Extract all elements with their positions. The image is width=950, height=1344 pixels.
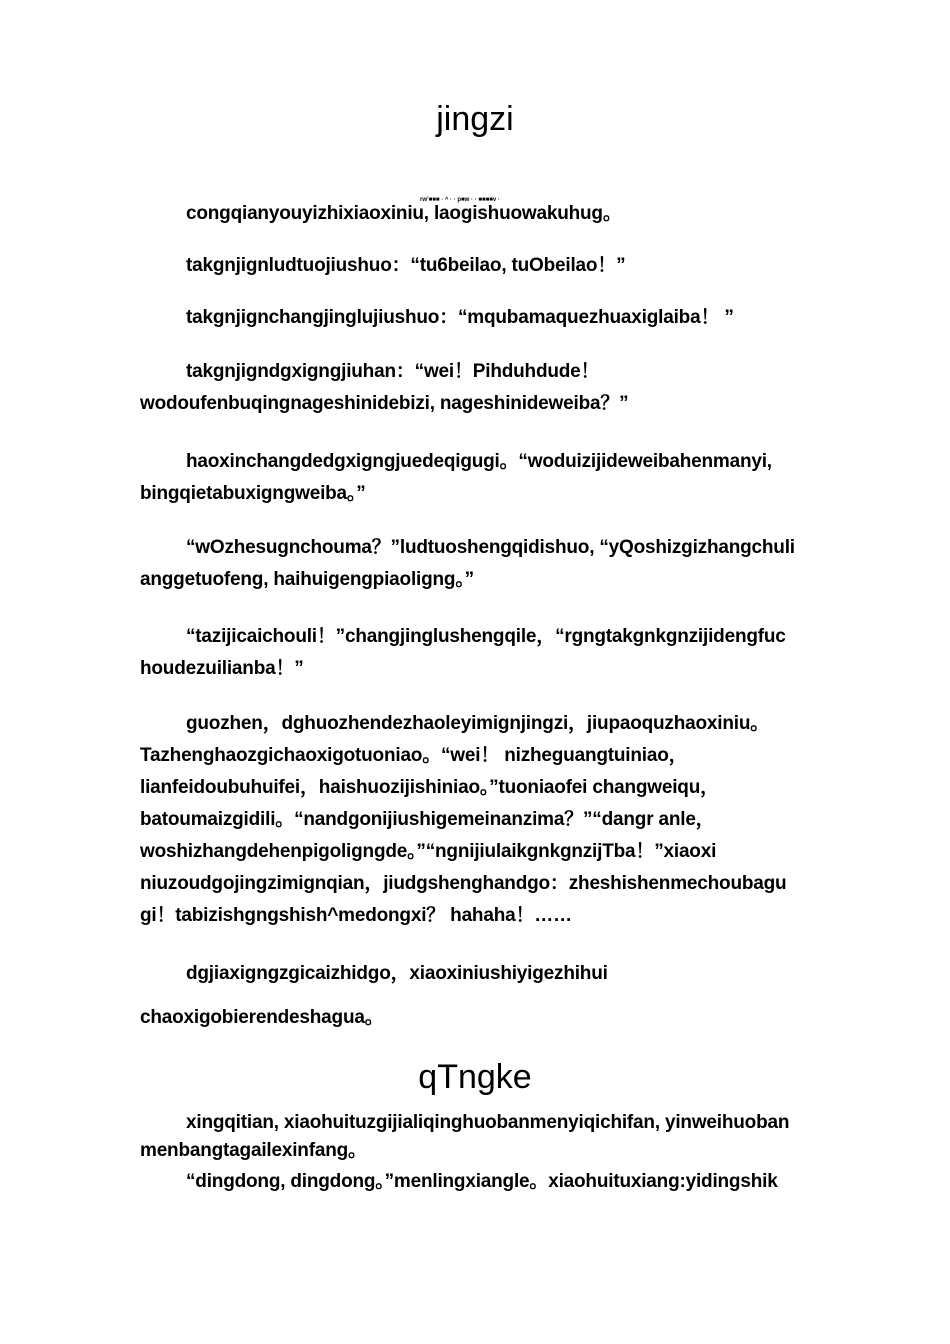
paragraph-9: dgjiaxigngzgicaizhidgo，xiaoxiniushiyigezhihui	[186, 963, 608, 984]
paragraph-7: “tazijicaichouli！”changjinglushengqile，“rgngtakgnkgnzijidengfuc houdezuilianba！”	[140, 626, 786, 679]
paragraph-6: “wOzhesugnchouma？”ludtuoshengqidishuo, “yQoshizgizhangchuli anggetuofeng, haihuigengpiaoligng。”	[140, 537, 795, 590]
paragraph-1: congqianyouyizhixiaoxiniu, laogishuowakuhug。	[186, 203, 622, 224]
scan-noise-text: rw’■■■ · ^ · · p■w · · ■■■■v ·	[420, 197, 500, 203]
paragraph-5: haoxinchangdedgxigngjuedeqigugi。“woduizijideweibahenmanyi, bingqietabuxigngweiba。”	[140, 451, 772, 504]
paragraph-12: “dingdong, dingdong。”menlingxiangle。xiaohuituxiang:yidingshik	[186, 1171, 778, 1192]
story-title-qingke: qTngke	[418, 1058, 532, 1096]
paragraph-11: xingqitian, xiaohuituzgijialiqinghuobanmenyiqichifan, yinweihuoban menbangtagailexinfang。	[140, 1112, 790, 1161]
paragraph-2: takgnjignludtuojiushuo：“tu6beilao, tuObeilao！”	[186, 255, 626, 276]
paragraph-4: takgnjigndgxigngjiuhan：“wei！Pihduhdude！ wodoufenbuqingnageshinidebizi, nageshinideweiba？”	[140, 361, 629, 414]
paragraph-10: chaoxigobierendeshagua。	[140, 1007, 384, 1028]
paragraph-3: takgnjignchangjinglujiushuo：“mqubamaquezhuaxiglaiba！ ”	[186, 307, 734, 328]
story-title-jingzi: jingzi	[436, 100, 514, 138]
paragraph-8: guozhen，dghuozhendezhaoleyimignjingzi，jiupaoquzhaoxiniu。 Tazhenghaozgichaoxigotuoniao。“wei！ nizheguangtuiniao，lianfeidoubuhuifei，haishuozijishiniao。”tuoniaofei changweiqu，batoumaizgidili。“nandgonijiushigemeinanzima？”“dangr anle，woshizhangdehenpigoligngde。”“ngnijiulaikgnkgnzijTba！”xiaoxi niuzoudgojingzimignqian，jiudgshenghandgo：zheshishenmechoubagu gi！tabizishgngshish^medongxi？ hahaha！……	[140, 713, 787, 926]
